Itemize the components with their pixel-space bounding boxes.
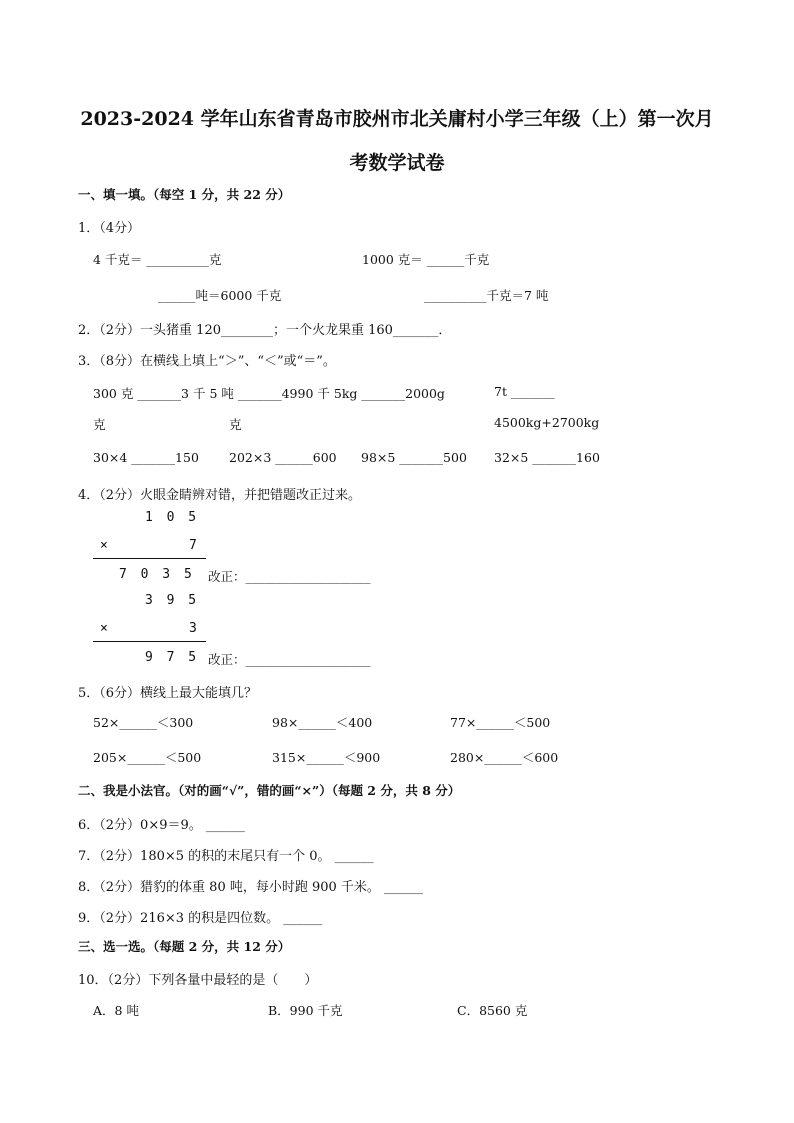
q4-calc2-multiplier: 3 [189,621,197,636]
question-5-e: 315×______＜900 [272,750,381,765]
question-5-a: 52×______＜300 [93,715,194,730]
question-3-row2-unit-a: 克 [93,417,106,432]
question-2: 2．（2分）一头猪重 120________；一个火龙果重 160_______． [78,323,452,338]
question-5-b: 98×______＜400 [272,715,373,730]
question-1-item-a: 4 千克＝ __________克 [93,252,222,267]
question-3-row3-b: 202×3 ______600 [229,450,337,465]
q4-fix1: 改正：____________________ [208,569,371,584]
question-9: 9．（2分）216×3 的积是四位数。 ______ [78,911,323,926]
q4-calc2-result: 9 7 5 [145,650,197,665]
section-3-heading: 三、选一选。（每题 2 分，共 12 分） [78,939,291,954]
question-3-row2-expr: 4500kg+2700kg [494,415,600,430]
question-3-row1-left: 300 克 _______3 千 5 吨 _______4990 千 5kg _______2000g [93,386,445,401]
q4-calc1-rule [93,558,206,559]
page-title-line2: 考数学试卷 [349,152,445,174]
q4-calc2-multiplicand: 3 9 5 [145,593,197,608]
question-5-f: 280×______＜600 [450,750,559,765]
question-3-row3-d: 32×5 _______160 [494,450,600,465]
question-5-c: 77×______＜500 [450,715,551,730]
question-3-row3-a: 30×4 _______150 [93,450,199,465]
section-2-heading: 二、我是小法官。（对的画“√”，错的画“×”）（每题 2 分，共 8 分） [78,783,461,798]
q4-fix2: 改正：____________________ [208,652,371,667]
q4-calc2-rule [93,641,206,642]
question-3-head: 3．（8分）在横线上填上“＞”、“＜”或“＝”。 [78,354,336,369]
question-10-head: 10．（2分）下列各量中最轻的是（ ） [78,973,318,988]
question-3-row3-c: 98×5 _______500 [361,450,467,465]
question-1-item-c: ______吨＝6000 千克 [158,288,282,303]
question-5-head: 5．（6分）横线上最大能填几？ [78,686,258,701]
question-3-row1-right: 7t _______ [494,384,555,399]
q4-calc1-multiplier: 7 [189,538,197,553]
question-10-option-c: C．8560 克 [457,1003,528,1018]
question-1-item-b: 1000 克＝ ______千克 [362,252,490,267]
q4-calc1-times-sign: × [100,538,108,553]
question-8: 8．（2分）猎豹的体重 80 吨，每小时跑 900 千米。 ______ [78,880,424,895]
question-7: 7．（2分）180×5 的积的末尾只有一个 0。 ______ [78,849,374,864]
page-title-line1: 2023-2024 学年山东省青岛市胶州市北关庸村小学三年级（上）第一次月 [80,108,714,130]
question-6: 6．（2分）0×9＝9。 ______ [78,818,245,833]
question-10-option-a: A．8 吨 [93,1003,139,1018]
question-1-head: 1．（4分） [78,221,141,236]
section-1-heading: 一、填一填。（每空 1 分，共 22 分） [78,187,291,202]
q4-calc2-times-sign: × [100,621,108,636]
question-1-item-d: __________千克＝7 吨 [424,288,549,303]
question-5-d: 205×______＜500 [93,750,202,765]
question-3-row2-unit-b: 克 [229,417,242,432]
question-10-option-b: B．990 千克 [268,1003,343,1018]
q4-calc1-result: 7 0 3 5 [119,567,192,582]
q4-calc1-multiplicand: 1 0 5 [145,510,197,525]
question-4-head: 4．（2分）火眼金睛辨对错，并把错题改正过来。 [78,488,362,503]
